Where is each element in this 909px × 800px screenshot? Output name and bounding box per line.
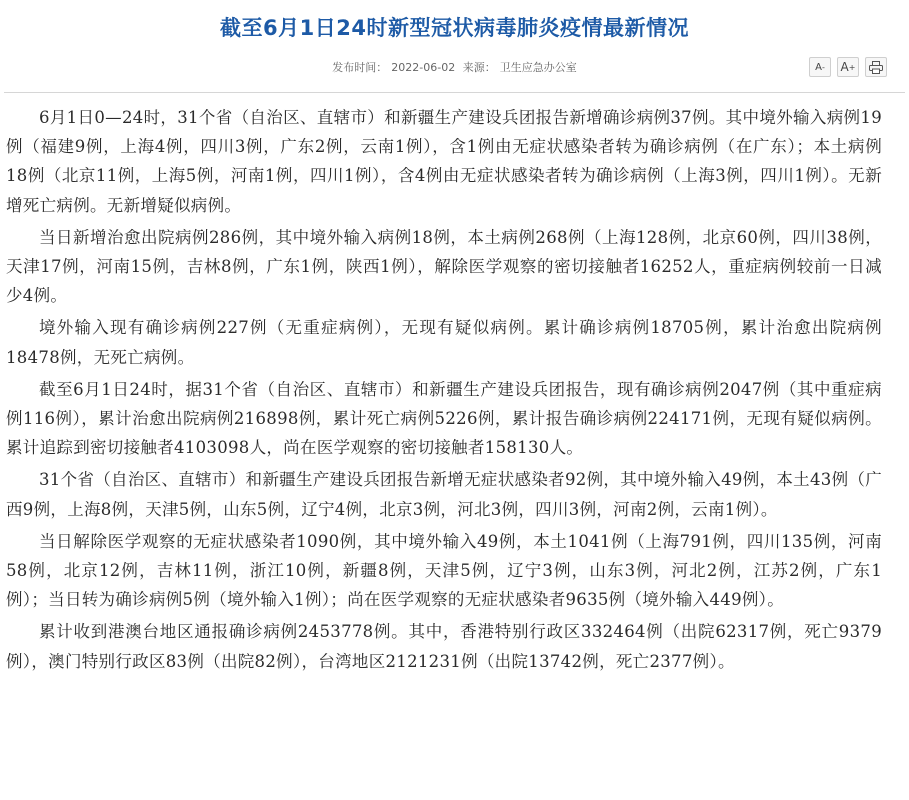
print-button[interactable] <box>865 57 887 77</box>
paragraph: 6月1日0—24时，31个省（自治区、直辖市）和新疆生产建设兵团报告新增确诊病例37例。其中境外输入病例19例（福建9例，上海4例，四川3例，广东2例，云南1例），含1例由无症状感染者转为确诊病例（在广东）；本土病例18例（北京11例，上海5例，河南1例，四川1例），含4例由无症状感染者转为确诊病例（上海3例，四川1例）。无新增死亡病例。无新增疑似病例。 <box>6 108 882 215</box>
printer-icon <box>869 61 883 74</box>
publish-date: 2022-06-02 <box>391 61 456 74</box>
article-meta <box>0 59 909 75</box>
paragraph: 境外输入现有确诊病例227例（无重症病例），无现有疑似病例。累计确诊病例18705例，累计治愈出院病例18478例，无死亡病例。 <box>6 318 882 367</box>
article-tools <box>809 57 887 77</box>
source-label: 来源： <box>462 61 496 74</box>
font-larger-button[interactable] <box>837 57 859 77</box>
source-name: 卫生应急办公室 <box>499 61 577 74</box>
font-smaller-button[interactable] <box>809 57 831 77</box>
paragraph: 累计收到港澳台地区通报确诊病例2453778例。其中，香港特别行政区332464例（出院62317例，死亡9379例），澳门特别行政区83例（出院82例），台湾地区2121231例（出院13742例，死亡2377例）。 <box>6 622 882 671</box>
article-title: 截至6月1日24时新型冠状病毒肺炎疫情最新情况 <box>220 16 689 40</box>
plus-glyph: + <box>848 62 856 72</box>
paragraph: 截至6月1日24时，据31个省（自治区、直辖市）和新疆生产建设兵团报告，现有确诊病例2047例（其中重症病例116例），累计治愈出院病例216898例，累计死亡病例5226例，累计报告确诊病例224171例，无现有疑似病例。累计追踪到密切接触者4103098人，尚在医学观察的密切接触者158130人。 <box>6 379 882 458</box>
paragraph: 31个省（自治区、直辖市）和新疆生产建设兵团报告新增无症状感染者92例，其中境外输入49例，本土43例（广西9例，上海8例，天津5例，山东5例，辽宁4例，北京3例，河北3例，四川3例，河南2例，云南1例）。 <box>6 470 882 519</box>
header-divider <box>4 92 905 93</box>
article-body <box>6 103 882 679</box>
paragraph: 当日新增治愈出院病例286例，其中境外输入病例18例，本土病例268例（上海128例，北京60例，四川38例，天津17例，河南15例，吉林8例，广东1例，陕西1例），解除医学观察的密切接触者16252人，重症病例较前一日减少4例。 <box>6 227 882 306</box>
minus-glyph: - <box>821 62 825 72</box>
paragraph: 当日解除医学观察的无症状感染者1090例，其中境外输入49例，本土1041例（上海791例，四川135例，河南58例，北京12例，吉林11例，浙江10例，新疆8例，天津5例，辽宁3例，山东3例，河北2例，江苏2例，广东1例）；当日转为确诊病例5例（境外输入1例）；尚在医学观察的无症状感染者9635例（境外输入449例）。 <box>6 531 882 610</box>
font-smaller-icon: A <box>815 61 822 73</box>
font-larger-icon: A <box>840 60 849 74</box>
publish-label: 发布时间： <box>332 61 388 74</box>
